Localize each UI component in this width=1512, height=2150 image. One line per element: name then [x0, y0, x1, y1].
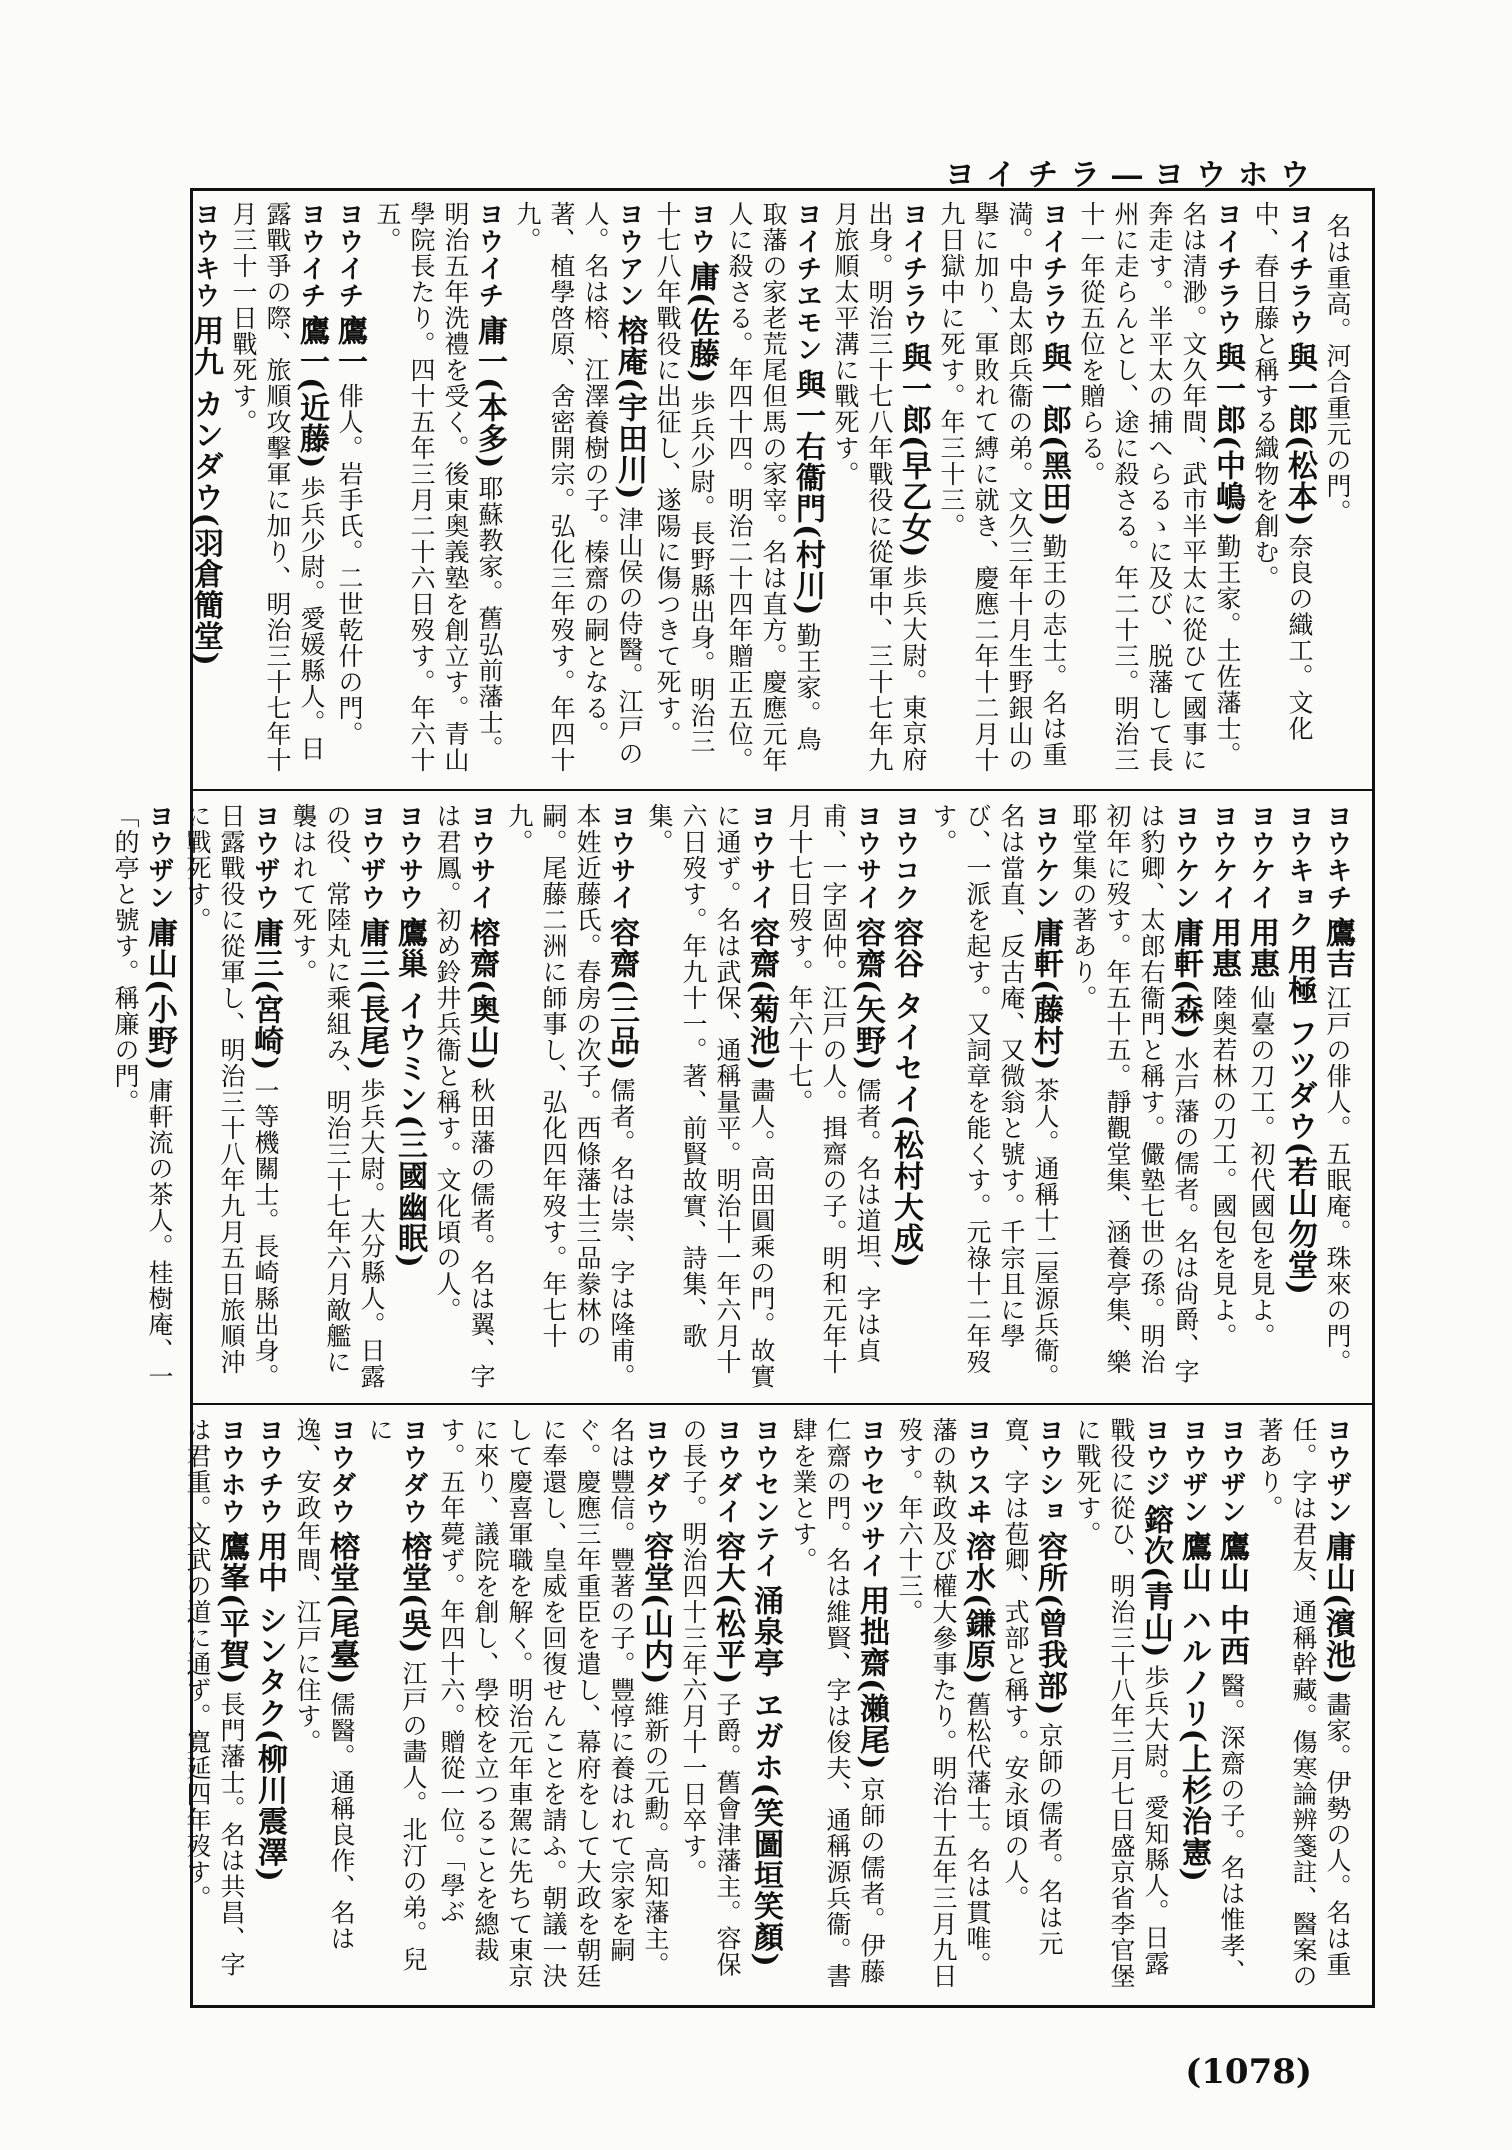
entry-title: 鷹一(近藤)	[294, 315, 329, 470]
entry-title: 溶水(鎌原)	[960, 1531, 995, 1686]
entry-title: 鷹吉	[1320, 917, 1355, 979]
entry-heading: ヨイチラウ	[898, 201, 928, 336]
entry-body: 江戸の俳人。五眠庵。珠來の門。	[1323, 985, 1352, 1375]
entry-heading: ヨウケン	[1030, 803, 1060, 911]
dictionary-entry	[180, 1417, 248, 1997]
entry-heading: ヨウザン	[1178, 1417, 1208, 1525]
entry-heading: ヨウコク	[890, 803, 920, 911]
entry-body: 儒者。名は崇、字は隆甫。本姓近藤氏。春房の次子。西條藩士三品豢林の嗣。尾藤二洲に師事し、弘化四年歿す。年七十九。	[505, 803, 636, 1390]
entry-body: 醫。深齋の子。名は惟孝、	[1217, 1672, 1246, 1985]
entry-body: 勤王家。鳥取藩の家老荒尾但馬の家宰。名は直方。慶應元年人に殺さる。年四十四。明治二十四年贈正五位。	[725, 201, 822, 773]
section-top	[188, 201, 1354, 776]
entry-title: 用惠	[1244, 917, 1279, 979]
entry-heading: ヨウ	[686, 201, 716, 255]
entry-heading: ヨウダウ	[326, 1417, 356, 1525]
entry-body: 名は重高。河合重元の門。	[1323, 213, 1352, 525]
entry-title: 鷹山 ハルノリ(上杉治憲)	[1176, 1531, 1211, 1883]
entry-title: 與一郎(中嶋)	[1210, 342, 1245, 528]
dictionary-entry	[828, 201, 930, 776]
entry-body: 畵人。高田圓乘の門。故實に通ず。名は武保、通稱量平。明治十一年六月十六日歿す。年九十一。著、前賢故實、詩集、歌集。	[645, 803, 776, 1390]
entry-heading: ヨウザン	[1216, 1417, 1246, 1525]
entry-title: 與一郎(松本)	[1282, 342, 1317, 528]
entry-title: 榕堂(吳)	[396, 1531, 431, 1655]
dictionary-entry	[1206, 803, 1240, 1393]
entry-heading: ヨウザウ	[356, 803, 386, 911]
entry-heading: ヨウチウ	[254, 1417, 284, 1525]
entry-body: 耶蘇教家。舊弘前藩士。明治五年洗禮を受く。後東奥義塾を創立す。青山學院長たり。四十五年三月二十六日歿す。年六十五。	[373, 201, 504, 773]
entry-title: 容齋(菊池)	[744, 917, 779, 1072]
dictionary-entry	[1244, 803, 1278, 1393]
entry-body: 勤王の志士。名は重満。中島太郎兵衞の弟。文久三年十月生野銀山の擧に加り、軍敗れて縛に就き、慶應二年十二月十九日獄中に死す。年三十三。	[937, 201, 1068, 773]
entry-title: 庸山(小野)	[142, 917, 177, 1072]
entry-body: 歩兵大尉。東京府出身。明治三十七八年戰役に從軍中、三十七年九月旅順太平溝に戰死す。	[831, 201, 928, 773]
entry-title: 用惠	[1206, 917, 1241, 979]
page-frame	[111, 188, 1375, 2008]
dictionary-entry	[1176, 1417, 1210, 1997]
entry-body: 奈良の織工。文化中、春日藤と稱する織物を創む。	[1251, 201, 1314, 742]
entry-heading: ヨウサイ	[746, 803, 776, 911]
entry-body: 俳人。岩手氏。二世乾什の門。	[335, 383, 364, 747]
dictionary-entry	[1320, 803, 1354, 1393]
section-middle	[111, 803, 1355, 1393]
dictionary-entry	[642, 803, 778, 1393]
entry-title: 庸山(濱池)	[1320, 1531, 1355, 1686]
entry-body: 畵家。伊勢の人。名は重任。字は君友、通稱幹藏。傷寒論辨箋註、醫案の著あり。	[1255, 1417, 1352, 1989]
entry-body: 勤王家。土佐藩士。名は清渺。文久年間、武市半平太に從ひて國事に奔走す。半平太の捕へらるゝに及び、脱藩して長州に走らんとし、途に殺さる。年二十三。明治三十一年從五位を贈らる。	[1077, 201, 1242, 773]
page-number: (1078)	[1185, 2052, 1312, 2092]
entry-body: 儒者。名は道坦、字は貞甫、一字固仲。江戸の人。揖齋の子。明和元年十月十七日歿す。年六十七。	[785, 803, 882, 1375]
entry-body: 歩兵大尉。大分縣人。日露の役、常陸丸に乘組み、明治三十七年六月敵艦に襲はれて死す。	[289, 803, 386, 1390]
dictionary-entry	[676, 1417, 744, 1997]
entry-title: 鷹一	[332, 315, 367, 377]
entry-body: 茶人。通稱十二屋源兵衞。名は當直、反古庵、又微翁と號す。千宗且に學び、一派を起す。又詞章を能くす。元祿十二年歿す。	[929, 803, 1060, 1390]
entry-body: 歩兵大尉。愛知縣人。日露戰役に從ひ、明治三十八年三月七日盛京省李官堡に戰死す。	[1073, 1417, 1170, 1989]
dictionary-entry	[370, 201, 506, 776]
entry-title: 與一右衞門(村川)	[790, 369, 825, 617]
dictionary-entry	[108, 803, 176, 1393]
entry-title: 容堂(山内)	[638, 1531, 673, 1686]
running-head: ヨイチラ―ヨウホウ	[944, 158, 1322, 193]
entry-title: 容齋(三品)	[604, 917, 639, 1072]
entry-body: 水戸藩の儒者。名は尙爵、字は豹卿、太郎右衞門と稱す。儼塾七世の孫。明治初年に歿す。年五十五。靜觀堂集、涵養亭集、樂耶堂集の著あり。	[1069, 803, 1200, 1385]
entry-body: 一等機關士。長崎縣出身。日露戰役に從軍し、明治三十八年九月五日旅順沖に戰死す。	[183, 803, 280, 1390]
entry-title: 容齋(矢野)	[850, 917, 885, 1072]
entry-body: 陸奥若林の刀工。國包を見よ。	[1209, 985, 1238, 1349]
entry-heading: ヨウスヰ	[962, 1417, 992, 1525]
entry-title: 庸一(本多)	[472, 315, 507, 470]
dictionary-entry	[434, 1417, 672, 1997]
entry-title: 容所(曾我部)	[1032, 1531, 1067, 1717]
entry-heading: ヨウキウ	[190, 201, 220, 309]
entry-title: 庸軒(藤村)	[1028, 917, 1063, 1072]
entry-heading: ヨウジ	[1140, 1417, 1170, 1498]
dictionary-entry	[1214, 1417, 1248, 1997]
entry-heading: ヨウサイ	[852, 803, 882, 911]
entry-heading: ヨウイチ	[296, 201, 326, 309]
entry-heading: ヨウサイ	[606, 803, 636, 911]
dictionary-entry	[1252, 1417, 1354, 1997]
entry-body: 庸軒流の茶人。桂樹庵、一「的亭と號す。稱廉の門。	[111, 803, 174, 1390]
dictionary-entry	[1070, 1417, 1172, 1997]
section-divider	[193, 1403, 1372, 1405]
entry-heading: ヨウザウ	[250, 803, 280, 911]
dictionary-entry	[180, 803, 282, 1393]
dictionary-entry	[1320, 201, 1354, 776]
entry-title: 庸三(長尾)	[354, 917, 389, 1072]
entry-body: 京師の儒者。名は元寛、字は苞卿、式部と稱す。安永頃の人。	[1001, 1417, 1064, 1957]
entry-heading: ヨイチラウ	[1038, 201, 1068, 336]
entry-heading: ヨウイチ	[474, 201, 504, 309]
entry-body: 歩兵少尉。長野縣出身。明治三十七八年戰役に出征し、遂陽に傷つきて死す。	[653, 201, 716, 755]
entry-title: 榕齋(奥山)	[464, 917, 499, 1072]
dictionary-entry	[998, 1417, 1066, 1997]
entry-heading: ヨウセツサイ	[856, 1417, 886, 1579]
entry-body: 歩兵少尉。愛媛縣人。日露戰爭の際、旅順攻擊軍に加り、明治三十七年十月三十一日戰死す。	[229, 201, 326, 773]
entry-title: 鷹巢 イウミン(三國幽眠)	[392, 917, 427, 1269]
entry-title: 用極 フツダウ(若山勿堂)	[1282, 944, 1317, 1296]
entry-title: 用中 シンタク(柳川震澤)	[252, 1531, 287, 1883]
entry-heading: ヨウザン	[144, 803, 174, 911]
entry-title: 容谷 タイセイ(松村大成)	[888, 917, 923, 1269]
entry-heading: ヨウホウ	[216, 1417, 246, 1525]
entry-heading: ヨウケイ	[1246, 803, 1276, 911]
entry-heading: ヨウセンテイ	[750, 1417, 780, 1579]
entry-title: 容大(松平)	[710, 1531, 745, 1686]
entry-heading: ヨイチヱモン	[792, 201, 822, 363]
dictionary-entry	[332, 201, 366, 776]
entry-heading: ヨウケン	[1170, 803, 1200, 911]
entry-body: 京師の儒者。伊藤仁齋の門。名は維賢、字は俊夫、通稱源兵衞。書肆を業とす。	[789, 1417, 886, 1989]
entry-heading: ヨウショ	[1034, 1417, 1064, 1525]
entry-heading: ヨウアン	[614, 201, 644, 309]
entry-title: 用九 カンダウ(羽倉簡堂)	[188, 315, 223, 667]
dictionary-entry	[290, 1417, 358, 1997]
entry-heading: ヨイチラウ	[1284, 201, 1314, 336]
entry-heading: ヨウサイ	[466, 803, 496, 911]
entry-heading: ヨウケイ	[1208, 803, 1238, 911]
dictionary-entry	[926, 803, 1062, 1393]
dictionary-entry	[510, 201, 646, 776]
dictionary-entry	[392, 803, 426, 1393]
entry-heading: ヨウダウ	[640, 1417, 670, 1525]
dictionary-entry	[1282, 803, 1316, 1393]
entry-title: 鎔次(青山)	[1138, 1504, 1173, 1659]
entry-title: 與一郎(早乙女)	[896, 342, 931, 559]
dictionary-entry	[1248, 201, 1316, 776]
dictionary-entry	[430, 803, 498, 1393]
entry-body: 舊松代藩士。名は貫唯。藩の執政及び權大參事たり。明治十五年三月九日歿す。年六十三。	[895, 1417, 992, 1989]
entry-heading: ヨウダイ	[712, 1417, 742, 1525]
dictionary-entry	[1074, 201, 1244, 776]
entry-heading: ヨウダウ	[398, 1417, 428, 1525]
dictionary-entry	[934, 201, 1070, 776]
section-bottom	[183, 1417, 1355, 1997]
entry-body: 津山侯の侍醫。江戸の人。名は榕、江澤養樹の子。榛齋の嗣となる。著、植學啓原、舍密開宗。弘化三年歿す。年四十九。	[513, 201, 644, 773]
entry-title: 榕庵(宇田川)	[612, 315, 647, 501]
dictionary-entry	[888, 803, 922, 1393]
dictionary-entry	[188, 201, 222, 776]
entry-body: 長門藩士。名は共昌、字は君重。文武の道に通ず。寬延四年歿す。	[183, 1417, 246, 1978]
entry-body: 江戸の畵人。北汀の弟。兒に	[365, 1417, 428, 1973]
dictionary-entry	[226, 201, 328, 776]
entry-title: 庸三(宮崎)	[248, 917, 283, 1072]
dictionary-entry	[252, 1417, 286, 1997]
entry-heading: ヨウサウ	[394, 803, 424, 911]
entry-body: 仙臺の刀工。初代國包を見よ。	[1247, 985, 1276, 1349]
entry-body: 秋田藩の儒者。名は翼、字は君鳳。初め鈴井兵衞と稱す。文化頃の人。	[433, 803, 496, 1390]
entry-title: 用拙齋(瀨尾)	[854, 1585, 889, 1771]
dictionary-entry	[722, 201, 824, 776]
entry-title: 庸(佐藤)	[684, 261, 719, 385]
entry-body: 儒醫。通稱良作、名は逸、安政年間、江戸に住す。	[293, 1417, 356, 1952]
entry-title: 鷹山 中西	[1214, 1531, 1249, 1667]
dictionary-entry	[782, 803, 884, 1393]
dictionary-entry	[286, 803, 388, 1393]
entry-heading: ヨウキョク	[1284, 803, 1314, 938]
dictionary-entry	[1066, 803, 1202, 1393]
dictionary-entry	[650, 201, 718, 776]
dictionary-entry	[786, 1417, 888, 1997]
section-divider	[193, 789, 1372, 791]
entry-title: 涌泉亭 ヱガホ(笑圖垣笑顏)	[748, 1585, 783, 1968]
dictionary-entry	[892, 1417, 994, 1997]
dictionary-entry	[748, 1417, 782, 1997]
entry-heading: ヨウキチ	[1322, 803, 1352, 911]
dictionary-entry	[502, 803, 638, 1393]
entry-heading: ヨウイチ	[334, 201, 364, 309]
entry-heading: ヨウザン	[1322, 1417, 1352, 1525]
entry-title: 庸軒(森)	[1168, 917, 1203, 1041]
entry-title: 榕堂(尾臺)	[324, 1531, 359, 1686]
entry-title: 與一郎(黑田)	[1036, 342, 1071, 528]
entry-body: 子爵。舊會津藩主。容保の長子。明治四十三年六月十一日卒す。	[679, 1417, 742, 1978]
entry-title: 鷹峯(平賀)	[214, 1531, 249, 1686]
dictionary-entry	[362, 1417, 430, 1997]
entry-heading: ヨイチラウ	[1212, 201, 1242, 336]
entry-body: 維新の元勳。高知藩主。名は豐信。豐著の子。豐惇に養はれて宗家を嗣ぐ。慶應三年重臣を遣し、幕府をして大政を朝廷に奉還し、皇威を回復せんことを請ふ。朝議一決して慶喜軍職を解く。明治元年車駕に先ちて東京に來り、議院を創し、學校を立つることを總裁す。五年薨ず。年四十六。贈從一位。「學ぶ	[437, 1417, 670, 1989]
